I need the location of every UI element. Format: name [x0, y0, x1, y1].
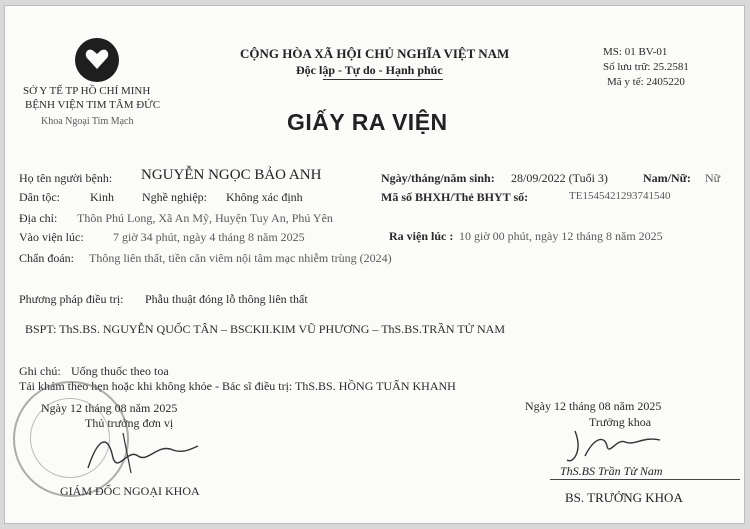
dob-value: 28/09/2022 (Tuổi 3) — [511, 171, 608, 185]
national-title: CỘNG HÒA XÃ HỘI CHỦ NGHĨA VIỆT NAM — [240, 46, 510, 61]
hospital-name: BỆNH VIỆN TIM TÂM ĐỨC — [25, 99, 161, 111]
treatment-label: Phương pháp điều trị: — [19, 292, 124, 306]
ethnic-label: Dân tộc: — [19, 190, 60, 204]
left-signer-title: GIÁM ĐỐC NGOẠI KHOA — [60, 484, 200, 498]
bhxh-label: Mã số BHXH/Thẻ BHYT số: — [381, 190, 529, 204]
document-title: GIẤY RA VIỆN — [287, 109, 448, 135]
medical-id: Mã y tế: 2405220 — [607, 76, 685, 88]
motto-underline — [323, 79, 443, 80]
right-sign-role: Trưởng khoa — [589, 415, 652, 429]
diagnosis-label: Chẩn đoán: — [19, 251, 74, 265]
sex-label: Nam/Nữ: — [643, 171, 691, 185]
left-sign-date: Ngày 12 tháng 08 năm 2025 — [41, 401, 178, 415]
dept-line-1: SỞ Y TẾ TP HỒ CHÍ MINH — [23, 85, 151, 97]
bhxh-value: TE1545421293741540 — [569, 190, 671, 202]
heart-icon — [85, 48, 109, 70]
admit-label: Vào viện lúc: — [19, 230, 84, 244]
address-label: Địa chỉ: — [19, 211, 58, 225]
surgeons-line: BSPT: ThS.BS. NGUYỄN QUỐC TÂN – BSCKII.KIM VŨ PHƯƠNG – ThS.BS.TRẦN TỬ NAM — [25, 322, 505, 336]
note-label: Ghi chú: — [19, 364, 61, 378]
archive-number: Số lưu trữ: 25.2581 — [603, 61, 689, 73]
right-sign-date: Ngày 12 tháng 08 năm 2025 — [525, 399, 662, 413]
left-signature — [83, 428, 203, 478]
dob-label: Ngày/tháng/năm sinh: — [381, 171, 495, 185]
right-signature-name: ThS.BS Trần Tử Nam — [560, 464, 663, 478]
address-value: Thôn Phú Long, Xã An Mỹ, Huyện Tuy An, Phú Yên — [77, 211, 333, 225]
sex-value: Nữ — [705, 171, 721, 185]
signature-line — [550, 479, 740, 480]
admit-value: 7 giờ 34 phút, ngày 4 tháng 8 năm 2025 — [113, 230, 305, 244]
hospital-logo — [75, 38, 119, 82]
note-value: Uống thuốc theo toa — [71, 364, 169, 378]
job-label: Nghề nghiệp: — [142, 190, 207, 204]
job-value: Không xác định — [226, 190, 303, 204]
treatment-value: Phẫu thuật đóng lỗ thông liên thất — [145, 292, 308, 306]
patient-name-label: Họ tên người bệnh: — [19, 171, 113, 185]
right-signer-title: BS. TRƯỞNG KHOA — [565, 490, 683, 505]
form-code: MS: 01 BV-01 — [603, 46, 668, 58]
patient-name-value: NGUYỄN NGỌC BẢO ANH — [141, 167, 322, 183]
national-motto: Độc lập - Tự do - Hạnh phúc — [296, 63, 443, 77]
ethnic-value: Kinh — [90, 190, 114, 204]
right-signature — [565, 426, 685, 466]
ward-name: Khoa Ngoại Tim Mạch — [41, 116, 134, 127]
followup-line: Tái khám theo hẹn hoặc khi không khỏe - Bác sĩ điều trị: ThS.BS. HỒNG TUẤN KHANH — [19, 379, 456, 393]
discharge-label: Ra viện lúc : — [389, 229, 454, 243]
diagnosis-value: Thông liên thất, tiền căn viêm nội tâm mạc nhiễm trùng (2024) — [89, 251, 392, 265]
discharge-paper — [4, 5, 745, 524]
left-sign-role: Thủ trưởng đơn vị — [85, 416, 174, 430]
discharge-value: 10 giờ 00 phút, ngày 12 tháng 8 năm 2025 — [459, 229, 663, 243]
